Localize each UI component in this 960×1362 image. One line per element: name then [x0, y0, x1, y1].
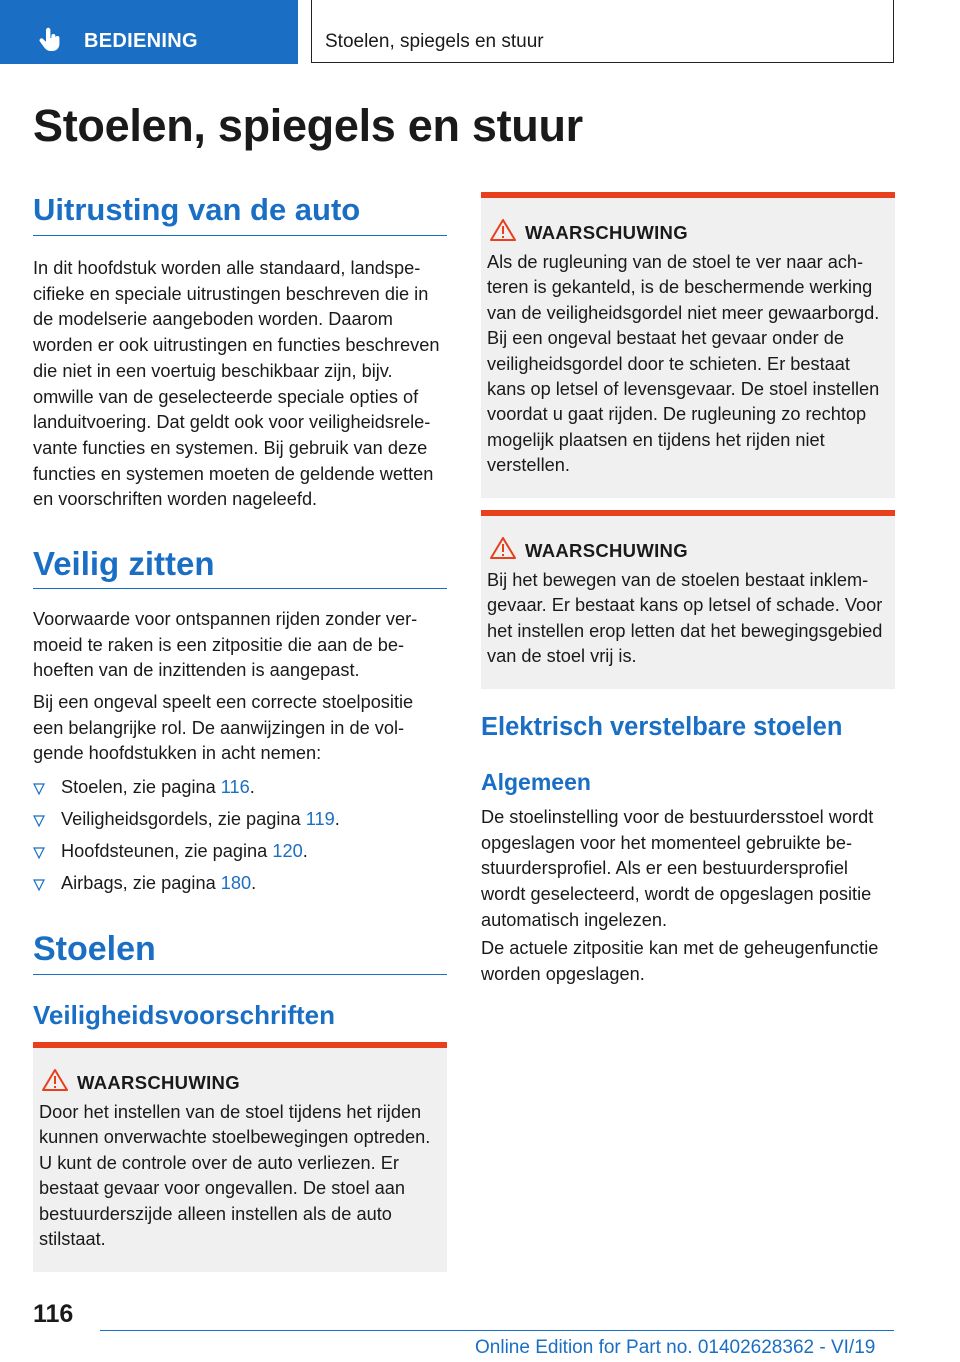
hand-pointer-icon — [38, 26, 64, 52]
page-title: Stoelen, spiegels en stuur — [33, 100, 583, 151]
elektrisch-paragraph-2: De actuele zitpositie kan met de geheugenfunctie worden opgeslagen. — [481, 938, 879, 984]
warning-title: WAARSCHUWING — [525, 540, 688, 561]
breadcrumb — [311, 0, 894, 63]
veilig-paragraph-2: Bij een ongeval speelt een correcte stoelpositie een belangrijke rol. De aanwijzingen in de volgende hoofdstukken in acht nemen: — [33, 692, 414, 764]
page-link-120[interactable]: 120 — [272, 841, 303, 861]
warning-text: Door het instellen van de stoel tijdens het rijden kunnen onverwachte stoelbewegingen optreden. U kunt de controle over de auto verliezen. Er bestaat gevaar voor ongevallen. De stoel aan bestuurderszijde alleen instellen als de auto stilstaat. — [39, 1102, 431, 1250]
warning-text: Bij het bewegen van de stoelen bestaat inklemgevaar. Er bestaat kans op letsel of schade. Voor het instellen erop letten dat het bewegingsgebied van de stoel vrij is. — [487, 570, 883, 667]
breadcrumb-text: Stoelen, spiegels en stuur — [325, 31, 544, 52]
warning-text: Als de rugleuning van de stoel te ver naar achteren is gekanteld, is de beschermende werking van de veiligheidsgordel niet meer gewaarborgd. Bij een ongeval bestaat het gevaar onder de veiligheidsgordel door te schieten. Er bestaat kans op letsel of levensgevaar. De stoel instellen voordat u gaat rijden. De rugleuning zo rechtop mogelijk plaatsen en tijdens het rijden niet verstellen. — [487, 252, 880, 476]
warning-triangle-icon — [490, 536, 516, 560]
warning-triangle-icon — [490, 218, 516, 242]
warning-title: WAARSCHUWING — [77, 1072, 240, 1093]
list-item: Hoofdsteunen, zie pagina 120. — [33, 839, 447, 871]
section-tab[interactable] — [0, 0, 298, 64]
uitrusting-text: In dit hoofdstuk worden alle standaard, landspecifieke en speciale uitrustingen beschreven die in de modelserie aangeboden worden. Daarom worden er ook uitrustingen en functies beschreven die niet in een voertuig beschikbaar zijn, bijv. omwille van de geselecteerde speciale opties of landuitvoering. Dat geldt ook voor veiligheidsrelevante functies en systemen. Bij gebruik van deze functies en systemen moeten de geldende wetten en voorschriften worden nageleefd. — [33, 258, 440, 510]
veilig-paragraph-1: Voorwaarde voor ontspannen rijden zonder vermoeid te raken is een zitpositie die aan de behoeften van de inzittenden is aangepast. — [33, 609, 418, 681]
page-link-180[interactable]: 180 — [220, 873, 252, 893]
page-link-119[interactable]: 119 — [305, 809, 335, 829]
heading-elektrisch: Elektrisch verstelbare stoelen — [481, 713, 843, 741]
heading-stoelen: Stoelen — [33, 930, 447, 975]
warning-box — [481, 192, 895, 498]
edition-text: Online Edition for Part no. 01402628362 - VI/19 — [475, 1337, 876, 1358]
triangle-bullet-icon — [33, 783, 45, 795]
heading-uitrusting: Uitrusting van de auto — [33, 192, 447, 236]
heading-veiligheidsvoorschriften: Veiligheidsvoorschriften — [33, 1000, 335, 1030]
warning-triangle-icon — [42, 1068, 68, 1092]
list-item: Veiligheidsgordels, zie pagina 119. — [33, 807, 447, 839]
warning-box — [33, 1042, 447, 1272]
footer-divider — [100, 1330, 894, 1331]
page-link-116[interactable]: 116 — [220, 777, 250, 797]
triangle-bullet-icon — [33, 815, 45, 827]
heading-algemeen: Algemeen — [481, 769, 591, 795]
page-number: 116 — [33, 1300, 74, 1328]
reference-list — [33, 775, 447, 903]
heading-veilig-zitten: Veilig zitten — [33, 545, 447, 589]
warning-title: WAARSCHUWING — [525, 222, 688, 243]
list-item: Airbags, zie pagina 180. — [33, 871, 447, 903]
triangle-bullet-icon — [33, 879, 45, 891]
triangle-bullet-icon — [33, 847, 45, 859]
elektrisch-paragraph-1: De stoelinstelling voor de bestuurdersstoel wordt opgeslagen voor het momenteel gebruikte bestuurdersprofiel. Als er een bestuurdersprofiel wordt geselecteerd, wordt de opgeslagen positie automatisch ingelezen. — [481, 807, 874, 930]
section-label: BEDIENING — [84, 30, 198, 52]
warning-box — [481, 510, 895, 689]
list-item: Stoelen, zie pagina 116. — [33, 775, 447, 807]
